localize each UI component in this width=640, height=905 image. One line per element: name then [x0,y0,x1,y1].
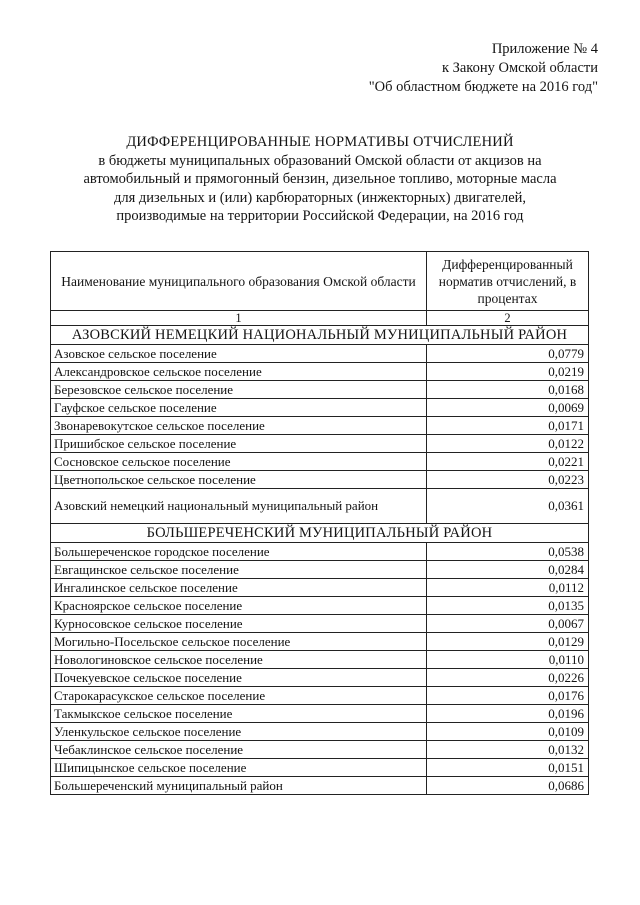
table-row [51,399,589,417]
table-row [51,759,589,777]
normative-value: 0,0223 [427,471,589,489]
title-line-3: для дизельных и (или) карбюраторных (инжекторных) двигателей, [113,189,527,206]
column-number-row [51,311,589,326]
normative-value: 0,0686 [427,777,589,795]
municipality-name: Азовский немецкий национальный муниципальный район [51,489,427,524]
table-row [51,381,589,399]
table-row [51,435,589,453]
municipality-name: Красноярское сельское поселение [51,597,427,615]
normative-value: 0,0168 [427,381,589,399]
document-title [40,133,600,226]
appendix-line-3: "Об областном бюджете на 2016 год" [368,79,598,95]
normative-value: 0,0171 [427,417,589,435]
normative-value: 0,0112 [427,579,589,597]
table-row [51,777,589,795]
municipality-name: Большереченский муниципальный район [51,777,427,795]
normative-value: 0,0221 [427,453,589,471]
table-row [51,453,589,471]
table-row [51,345,589,363]
table-row [51,543,589,561]
header-normative: Дифференцированный норматив отчислений, в процентах [427,252,589,311]
municipality-name: Евгащинское сельское поселение [51,561,427,579]
normative-value: 0,0122 [427,435,589,453]
normative-value: 0,0361 [427,489,589,524]
section-title: АЗОВСКИЙ НЕМЕЦКИЙ НАЦИОНАЛЬНЫЙ МУНИЦИПАЛЬНЫЙ РАЙОН [51,326,589,345]
municipality-name: Старокарасукское сельское поселение [51,687,427,705]
normative-value: 0,0226 [427,669,589,687]
normative-value: 0,0151 [427,759,589,777]
table-body [51,326,589,795]
table-row [51,597,589,615]
municipality-name: Березовское сельское поселение [51,381,427,399]
column-number-2: 2 [427,311,589,326]
appendix-line-1: Приложение № 4 [491,41,598,57]
title-main: ДИФФЕРЕНЦИРОВАННЫЕ НОРМАТИВЫ ОТЧИСЛЕНИЙ [126,134,514,150]
normative-value: 0,0135 [427,597,589,615]
municipality-name: Ингалинское сельское поселение [51,579,427,597]
normative-value: 0,0109 [427,723,589,741]
normative-value: 0,0110 [427,651,589,669]
normative-value: 0,0219 [427,363,589,381]
normative-value: 0,0132 [427,741,589,759]
municipality-name: Гауфское сельское поселение [51,399,427,417]
normative-value: 0,0196 [427,705,589,723]
table-row [51,669,589,687]
table-row [51,723,589,741]
municipality-name: Большереченское городское поселение [51,543,427,561]
table-row [51,417,589,435]
table-row [51,705,589,723]
normative-value: 0,0284 [427,561,589,579]
table-row [51,489,589,524]
municipality-name: Пришибское сельское поселение [51,435,427,453]
municipality-name: Шипицынское сельское поселение [51,759,427,777]
table-row [51,561,589,579]
appendix-note [369,40,598,97]
table-row [51,633,589,651]
municipality-name: Курносовское сельское поселение [51,615,427,633]
municipality-name: Сосновское сельское поселение [51,453,427,471]
municipality-name: Александровское сельское поселение [51,363,427,381]
municipality-name: Почекуевское сельское поселение [51,669,427,687]
table-row [51,741,589,759]
municipality-name: Новологиновское сельское поселение [51,651,427,669]
section-header-row [51,326,589,345]
title-line-2: автомобильный и прямогонный бензин, дизельное топливо, моторные масла [83,171,557,187]
normative-value: 0,0779 [427,345,589,363]
table-row [51,687,589,705]
table-row [51,471,589,489]
municipality-name: Звонаревокутское сельское поселение [51,417,427,435]
table-row [51,579,589,597]
municipality-name: Такмыкское сельское поселение [51,705,427,723]
section-header-row [51,524,589,543]
municipality-name: Уленкульское сельское поселение [51,723,427,741]
table-row [51,615,589,633]
title-line-4: производимые на территории Российской Федерации, на 2016 год [116,208,524,224]
normative-value: 0,0067 [427,615,589,633]
normative-value: 0,0069 [427,399,589,417]
municipality-name: Могильно-Посельское сельское поселение [51,633,427,651]
municipality-name: Цветнопольское сельское поселение [51,471,427,489]
column-number-1: 1 [51,311,427,326]
table-row [51,651,589,669]
norms-table [50,251,589,795]
normative-value: 0,0176 [427,687,589,705]
municipality-name: Чебаклинское сельское поселение [51,741,427,759]
section-title: БОЛЬШЕРЕЧЕНСКИЙ МУНИЦИПАЛЬНЫЙ РАЙОН [51,524,589,543]
table-header-row [51,252,589,311]
appendix-line-2: к Закону Омской области [441,60,598,76]
municipality-name: Азовское сельское поселение [51,345,427,363]
normative-value: 0,0129 [427,633,589,651]
title-line-1: в бюджеты муниципальных образований Омской области от акцизов на [98,152,542,169]
table-row [51,363,589,381]
header-municipality: Наименование муниципального образования Омской области [51,252,427,311]
normative-value: 0,0538 [427,543,589,561]
